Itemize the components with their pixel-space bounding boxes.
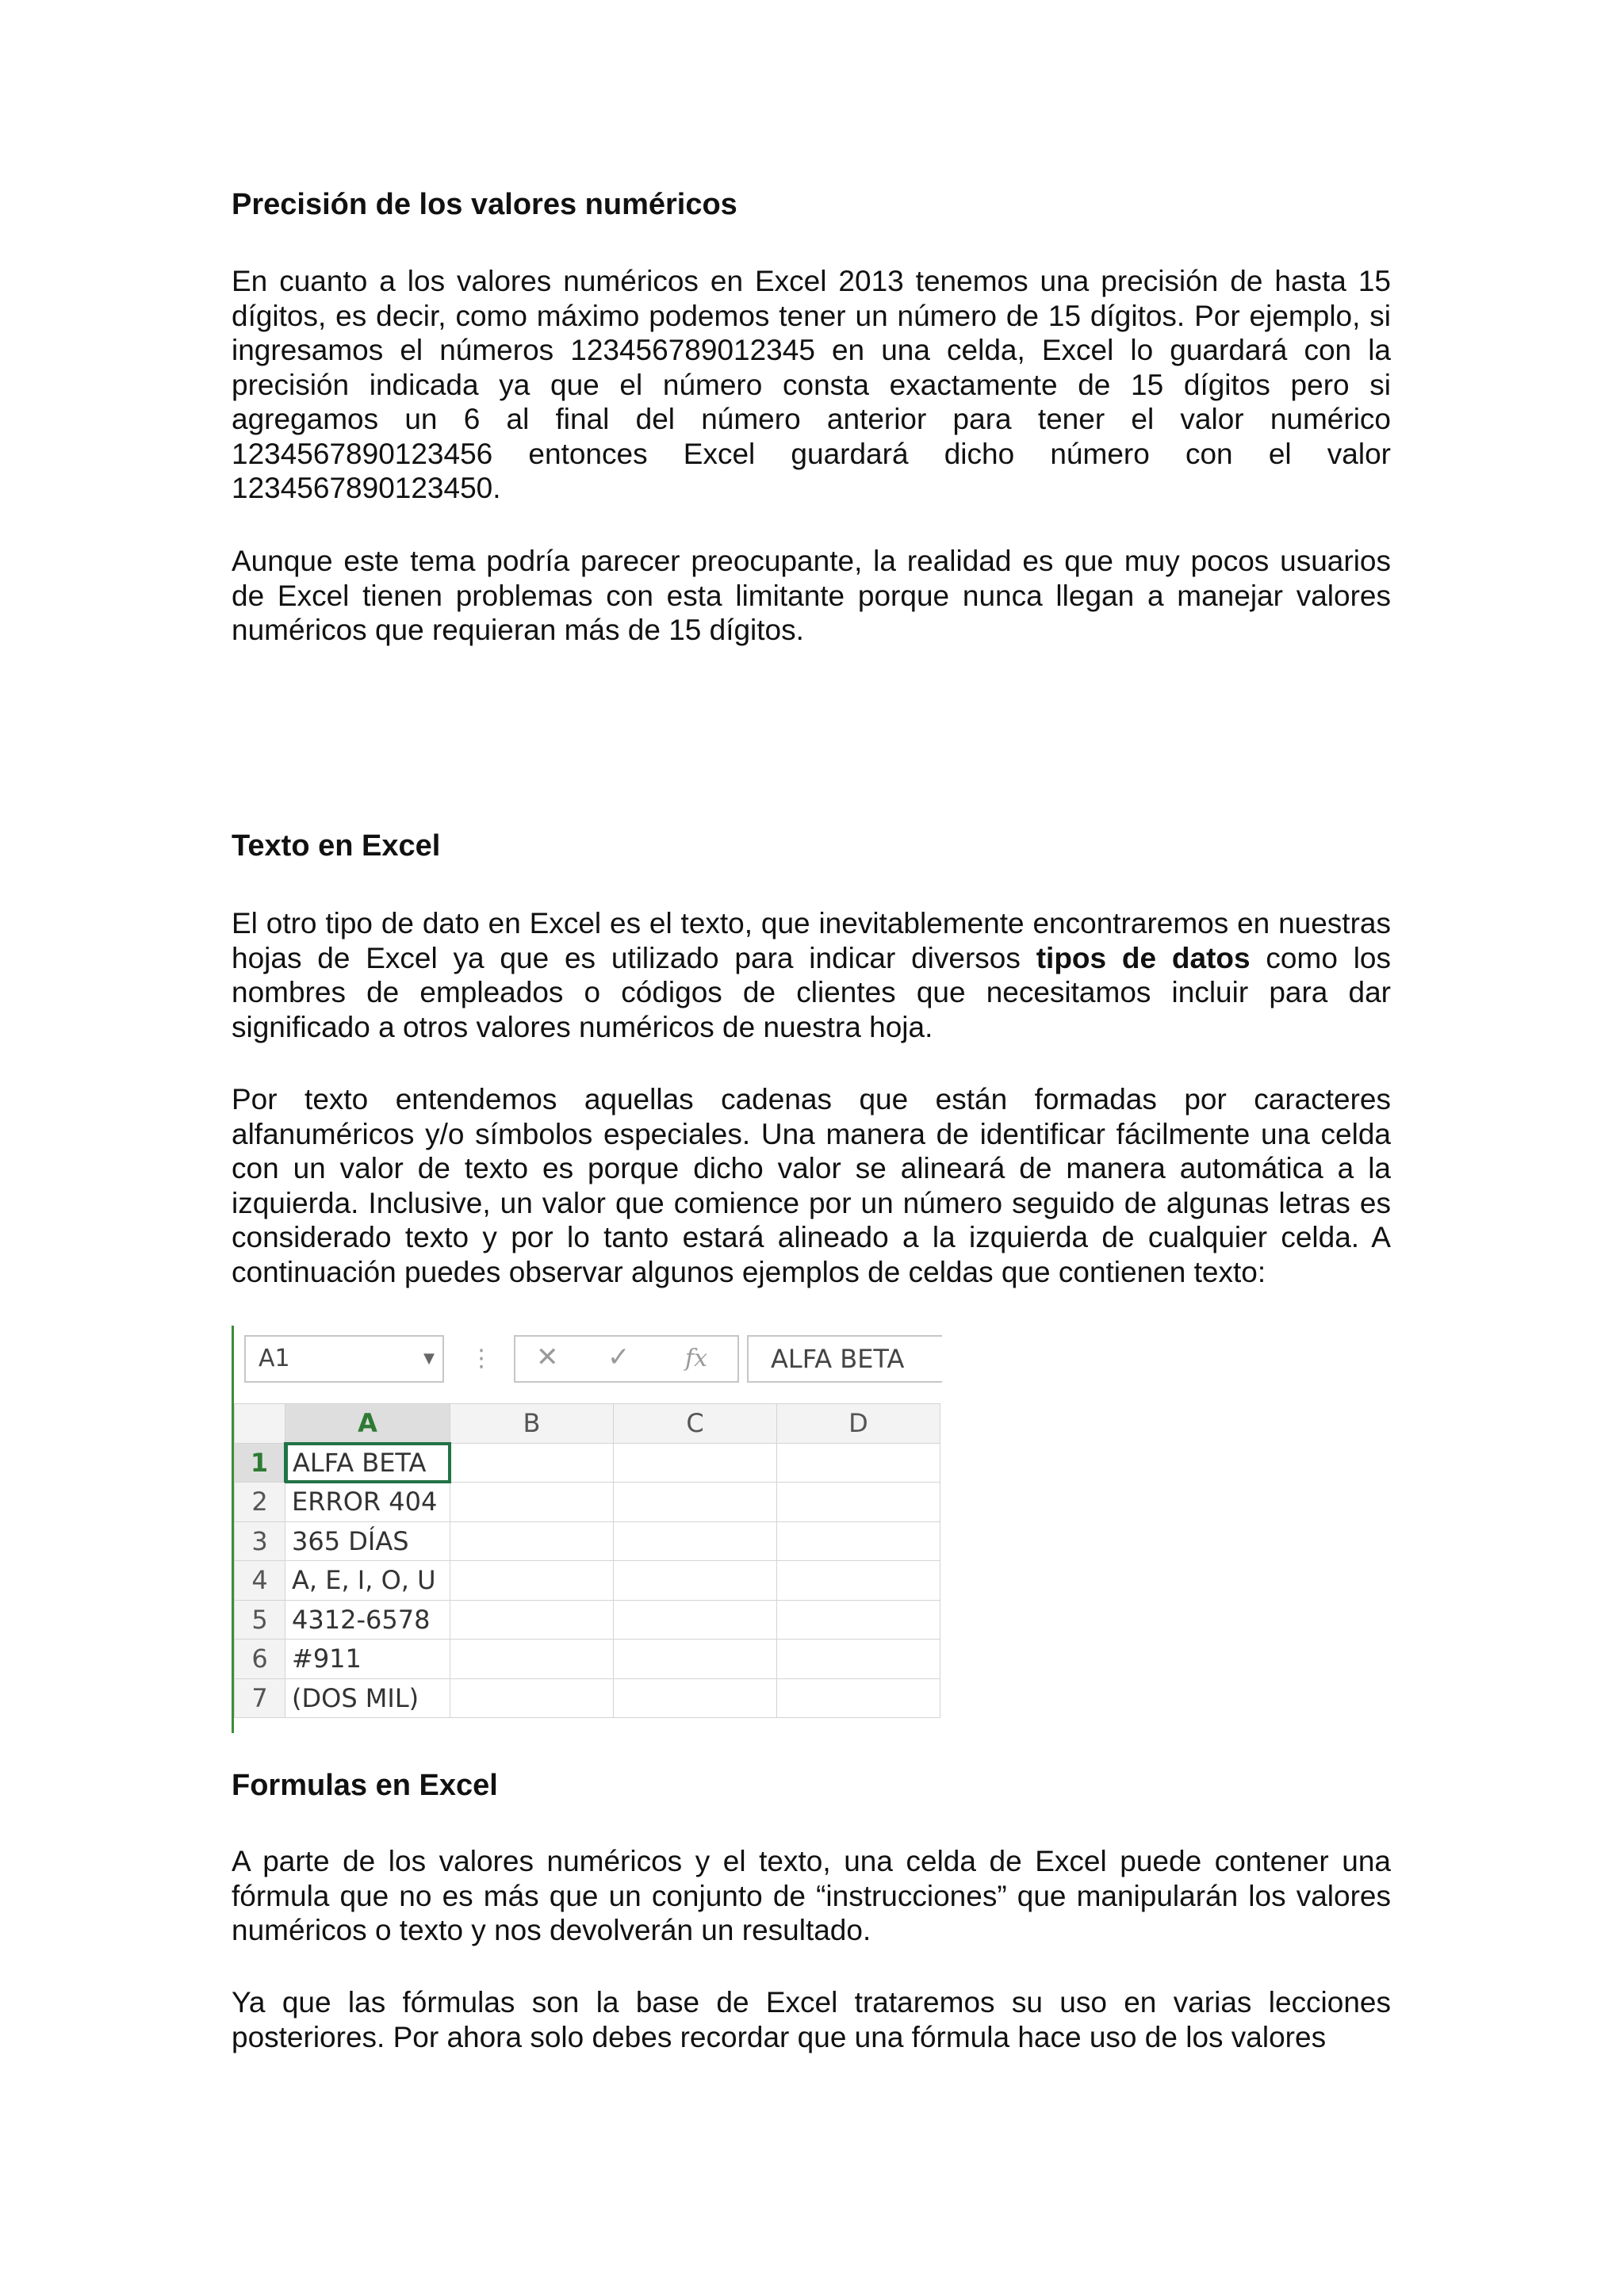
- row-header[interactable]: 1: [235, 1443, 285, 1483]
- name-box[interactable]: A1 ▼: [244, 1335, 444, 1383]
- cell[interactable]: [450, 1678, 614, 1718]
- table-row: [235, 1561, 940, 1601]
- cell[interactable]: [614, 1678, 777, 1718]
- cell[interactable]: [777, 1640, 940, 1679]
- cell[interactable]: [450, 1640, 614, 1679]
- column-header-c[interactable]: C: [614, 1404, 777, 1444]
- paragraph-texto-2: Por texto entendemos aquellas cadenas que están formadas por caracteres alfanuméricos y/o símbolos especiales. Una manera de identificar fácilmente una celda con un valor de texto es porque dicho valor se alineará de manera automática a la izquierda. Inclusive, un valor que comience por un número seguido de algunas letras es considerado texto y por lo tanto estará alineado a la izquierda de cualquier celda. A continuación puedes observar algunos ejemplos de celdas que contienen texto:: [232, 1083, 1391, 1288]
- column-header-row: [235, 1404, 940, 1444]
- column-header-d[interactable]: D: [777, 1404, 940, 1444]
- cell[interactable]: [614, 1640, 777, 1679]
- row-header[interactable]: 6: [235, 1640, 285, 1679]
- excel-screenshot: [232, 1326, 942, 1733]
- function-icon[interactable]: fx: [685, 1345, 708, 1372]
- spreadsheet-grid: [234, 1403, 940, 1718]
- formula-buttons: [514, 1335, 739, 1383]
- heading-precision: Precisión de los valores numéricos: [232, 188, 737, 221]
- row-header[interactable]: 4: [235, 1561, 285, 1601]
- paragraph-formulas-2: Ya que las fórmulas son la base de Excel trataremos su uso en varias lecciones posteriores. Por ahora solo debes recordar que una fórmula hace uso de los valores: [232, 1986, 1391, 2053]
- paragraph-precision-1: En cuanto a los valores numéricos en Excel 2013 tenemos una precisión de hasta 15 dígitos, es decir, como máximo podemos tener un número de 15 dígitos. Por ejemplo, si ingresamos el números 123456789012345 en una celda, Excel lo guardará con la precisión indicada ya que el número consta exactamente de 15 dígitos pero si agregamos un 6 al final del número anterior para tener el valor numérico 1234567890123456 entonces Excel guardará dicho número con el valor 1234567890123450.: [232, 265, 1391, 504]
- table-row: [235, 1521, 940, 1561]
- cell[interactable]: [450, 1561, 614, 1601]
- select-all-corner[interactable]: [235, 1404, 285, 1444]
- cancel-icon[interactable]: ✕: [536, 1341, 559, 1373]
- cell-a5[interactable]: 4312-6578: [285, 1600, 450, 1640]
- row-header[interactable]: 3: [235, 1521, 285, 1561]
- cell[interactable]: [614, 1561, 777, 1601]
- table-row: [235, 1678, 940, 1718]
- cell[interactable]: [450, 1521, 614, 1561]
- row-header[interactable]: 2: [235, 1483, 285, 1522]
- cell[interactable]: [777, 1561, 940, 1601]
- heading-formulas: Formulas en Excel: [232, 1769, 498, 1802]
- cell[interactable]: [777, 1600, 940, 1640]
- cell[interactable]: [614, 1521, 777, 1561]
- cell-a1[interactable]: ALFA BETA: [285, 1443, 450, 1483]
- cell[interactable]: [450, 1600, 614, 1640]
- cell[interactable]: [614, 1483, 777, 1522]
- column-header-a[interactable]: A: [285, 1404, 450, 1444]
- cell-a2[interactable]: ERROR 404: [285, 1483, 450, 1522]
- row-header[interactable]: 7: [235, 1678, 285, 1718]
- table-row: [235, 1640, 940, 1679]
- cell[interactable]: [614, 1443, 777, 1483]
- paragraph-texto-1: El otro tipo de dato en Excel es el texto, que inevitablemente encontraremos en nuestras hojas de Excel ya que es utilizado para indicar diversos tipos de datos como los nombres de empleados o códigos de clientes que necesitamos incluir para dar significado a otros valores numéricos de nuestra hoja.: [232, 907, 1392, 1043]
- cell[interactable]: [777, 1483, 940, 1522]
- cell[interactable]: [450, 1443, 614, 1483]
- chevron-down-icon[interactable]: ▼: [423, 1350, 435, 1367]
- bold-phrase: tipos de datos: [1036, 941, 1251, 974]
- more-icon: ⋮: [469, 1345, 493, 1372]
- table-row: [235, 1483, 940, 1522]
- cell-a3[interactable]: 365 DÍAS: [285, 1521, 450, 1561]
- cell[interactable]: [614, 1600, 777, 1640]
- heading-texto: Texto en Excel: [232, 829, 441, 863]
- enter-icon[interactable]: ✓: [607, 1341, 630, 1373]
- cell-a7[interactable]: (DOS MIL): [285, 1678, 450, 1718]
- column-header-b[interactable]: B: [450, 1404, 614, 1444]
- cell[interactable]: [777, 1521, 940, 1561]
- cell-a4[interactable]: A, E, I, O, U: [285, 1561, 450, 1601]
- cell-a6[interactable]: #911: [285, 1640, 450, 1679]
- cell[interactable]: [450, 1483, 614, 1522]
- paragraph-precision-2: Aunque este tema podría parecer preocupante, la realidad es que muy pocos usuarios de Excel tienen problemas con esta limitante porque nunca llegan a manejar valores numéricos que requieran más de 15 dígitos.: [232, 545, 1391, 646]
- cell[interactable]: [777, 1443, 940, 1483]
- table-row: [235, 1443, 940, 1483]
- cell[interactable]: [777, 1678, 940, 1718]
- table-row: [235, 1600, 940, 1640]
- formula-bar[interactable]: ALFA BETA: [747, 1335, 942, 1383]
- paragraph-formulas-1: A parte de los valores numéricos y el texto, una celda de Excel puede contener una fórmula que no es más que un conjunto de “instrucciones” que manipularán los valores numéricos o texto y nos devolverán un resultado.: [232, 1845, 1391, 1946]
- row-header[interactable]: 5: [235, 1600, 285, 1640]
